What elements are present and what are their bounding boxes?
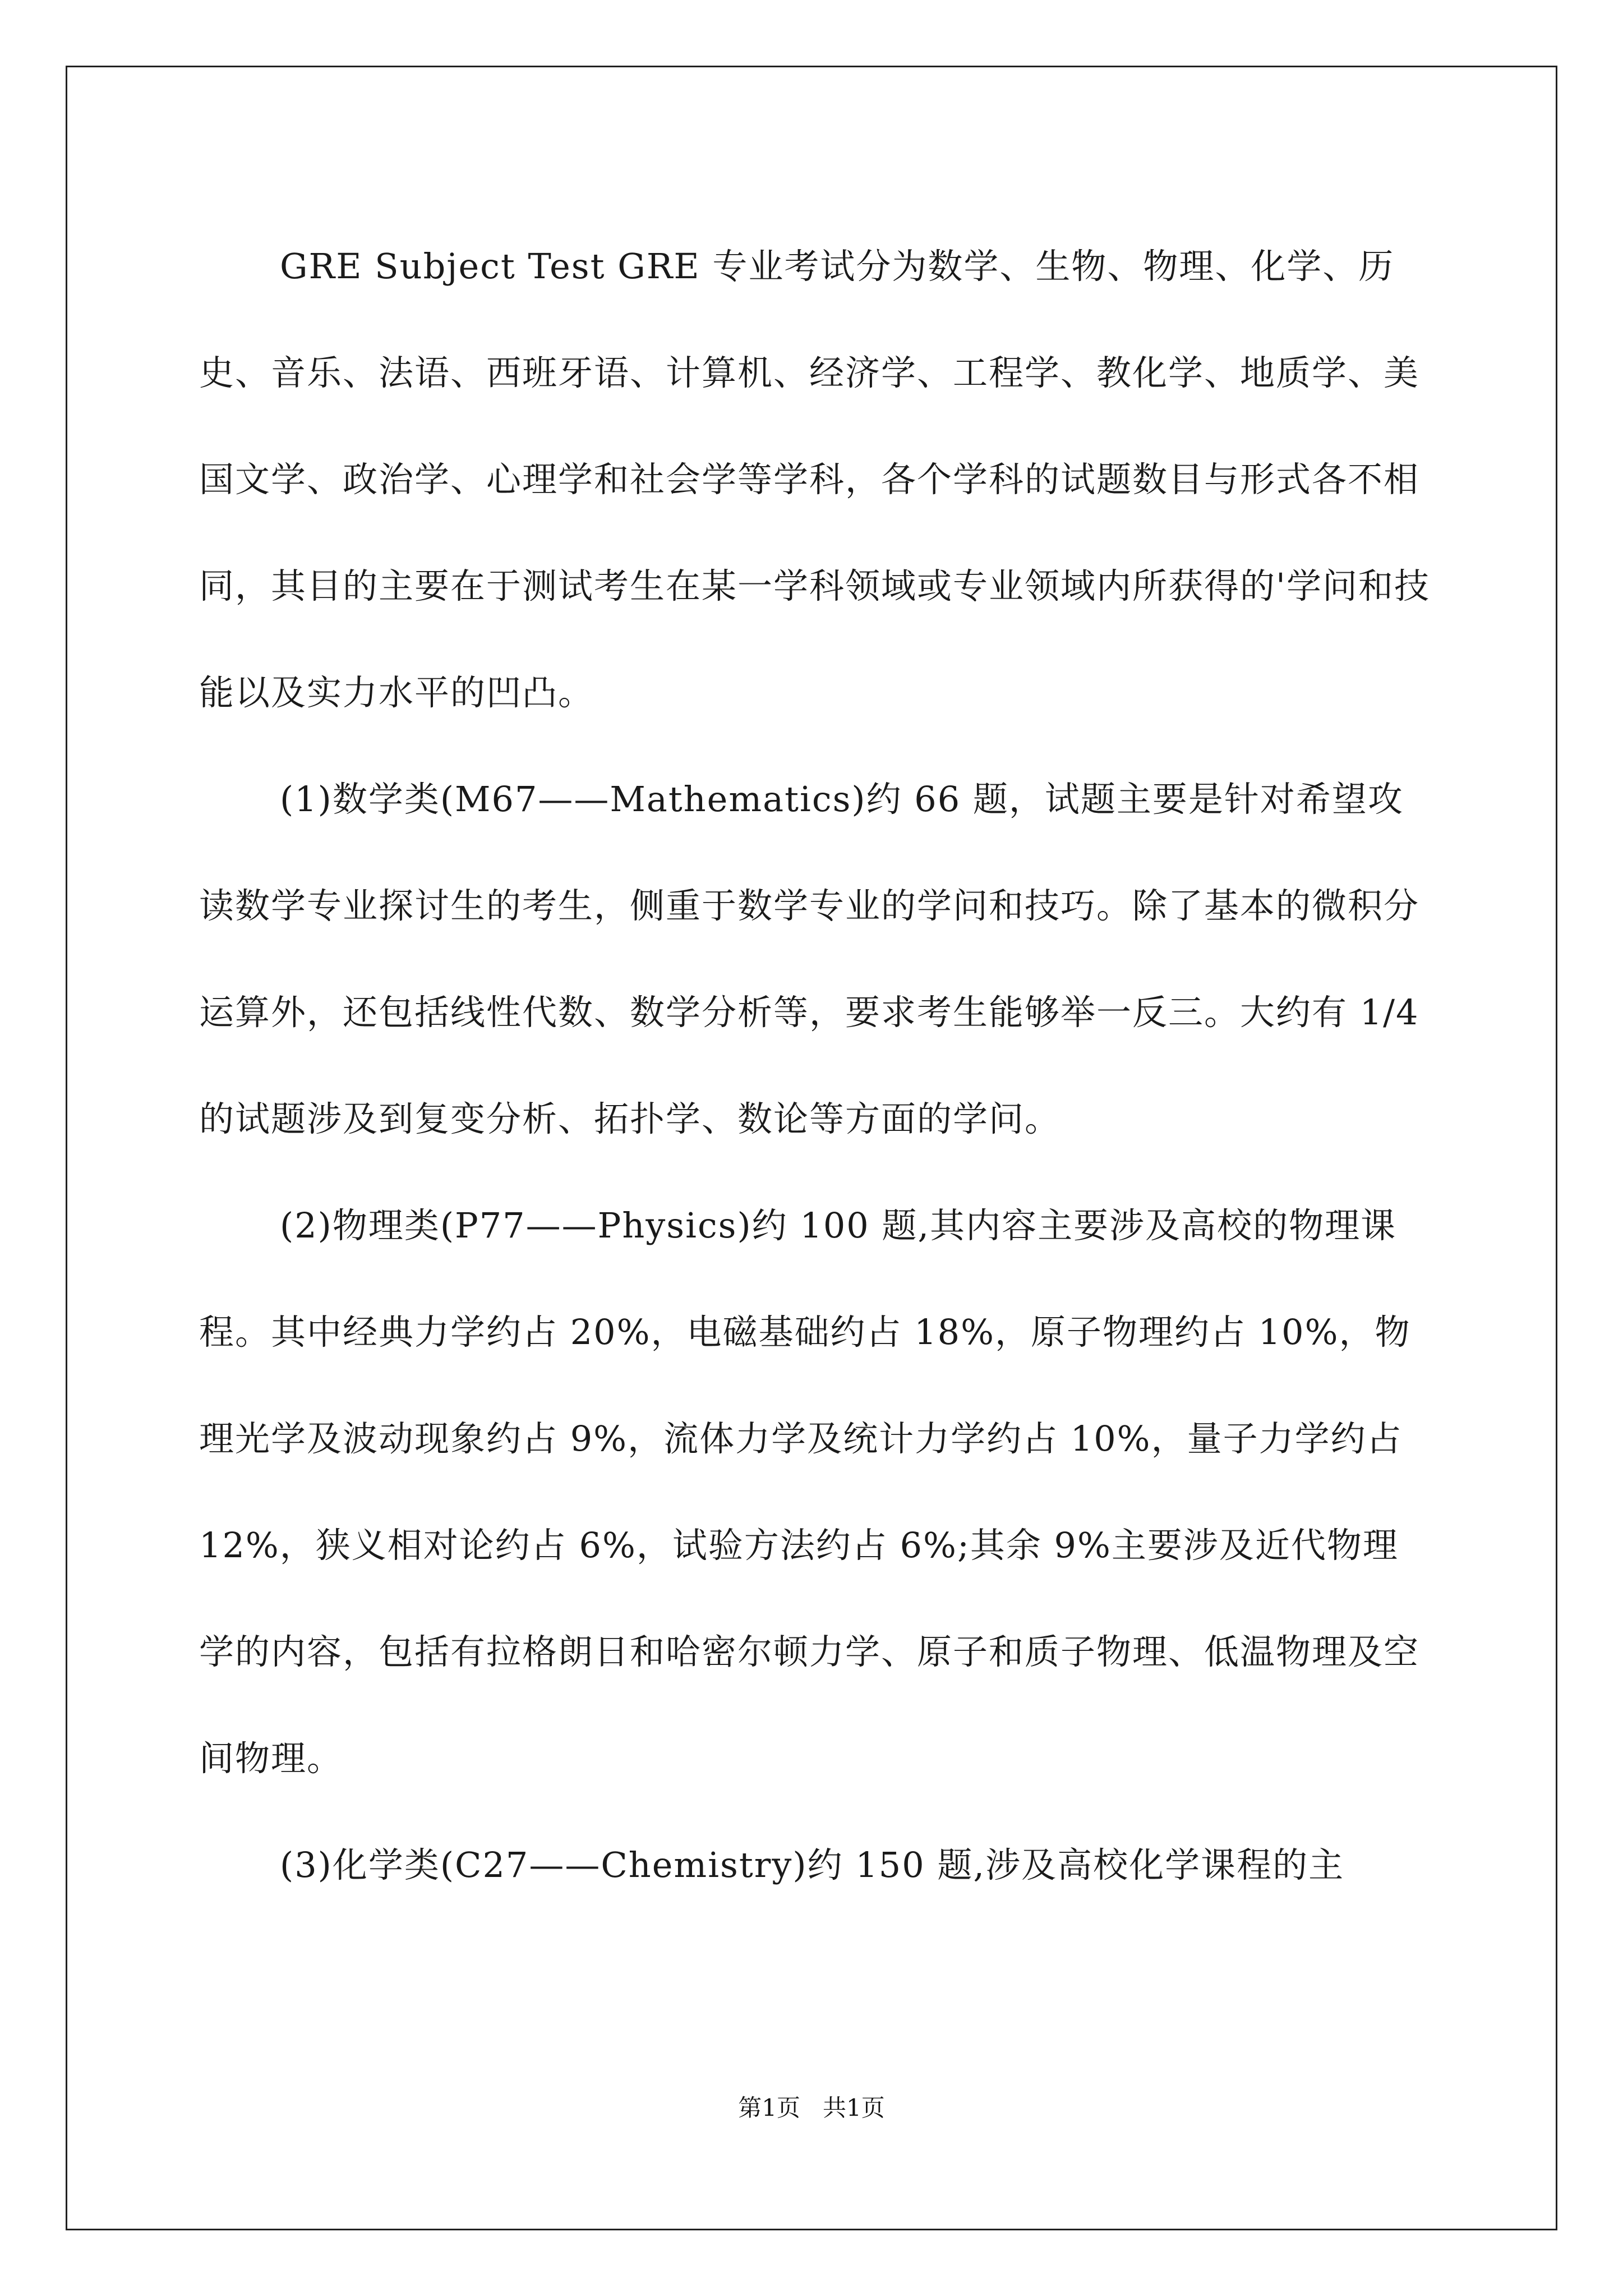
paragraph-chemistry: (3)化学类(C27——Chemistry)约 150 题,涉及高校化学课程的主 [280,1844,1345,1885]
paragraph-physics: (2)物理类(P77——Physics)约 100 题,其内容主要涉及高校的物理课程。其中经典力学约占 20%，电磁基础约占 18%，原子物理约占 10%，物理光学及波动现象约占 9%，流体力学及统计力学约占 10%，量子力学约占 12%，狭义相对论约占 6%，试验方法约占 6%;其余 9%主要涉及近代物理学的内容，包括有拉格朗日和哈密尔顿力学、原子和质子物理、低温物理及空间物理。 [199,1205,1420,1779]
page-footer [0,2090,1623,2123]
paragraph-intro: GRE Subject Test GRE 专业考试分为数学、生物、物理、化学、历史、音乐、法语、西班牙语、计算机、经济学、工程学、教化学、地质学、美国文学、政治学、心理学和社会学等学科，各个学科的试题数目与形式各不相同，其目的主要在于测试考生在某一学科领域或专业领域内所获得的'学问和技能以及实力水平的凹凸。 [199,246,1431,713]
document-body [199,213,1433,1918]
page-total: 共1页 [823,2094,885,2122]
paragraph-mathematics: (1)数学类(M67——Mathematics)约 66 题，试题主要是针对希望攻读数学专业探讨生的考生，侧重于数学专业的学问和技巧。除了基本的微积分运算外，还包括线性代数、数学分析等，要求考生能够举一反三。大约有 1/4 的试题涉及到复变分析、拓扑学、数论等方面的学问。 [199,779,1420,1139]
page-number: 第1页 [738,2094,800,2122]
